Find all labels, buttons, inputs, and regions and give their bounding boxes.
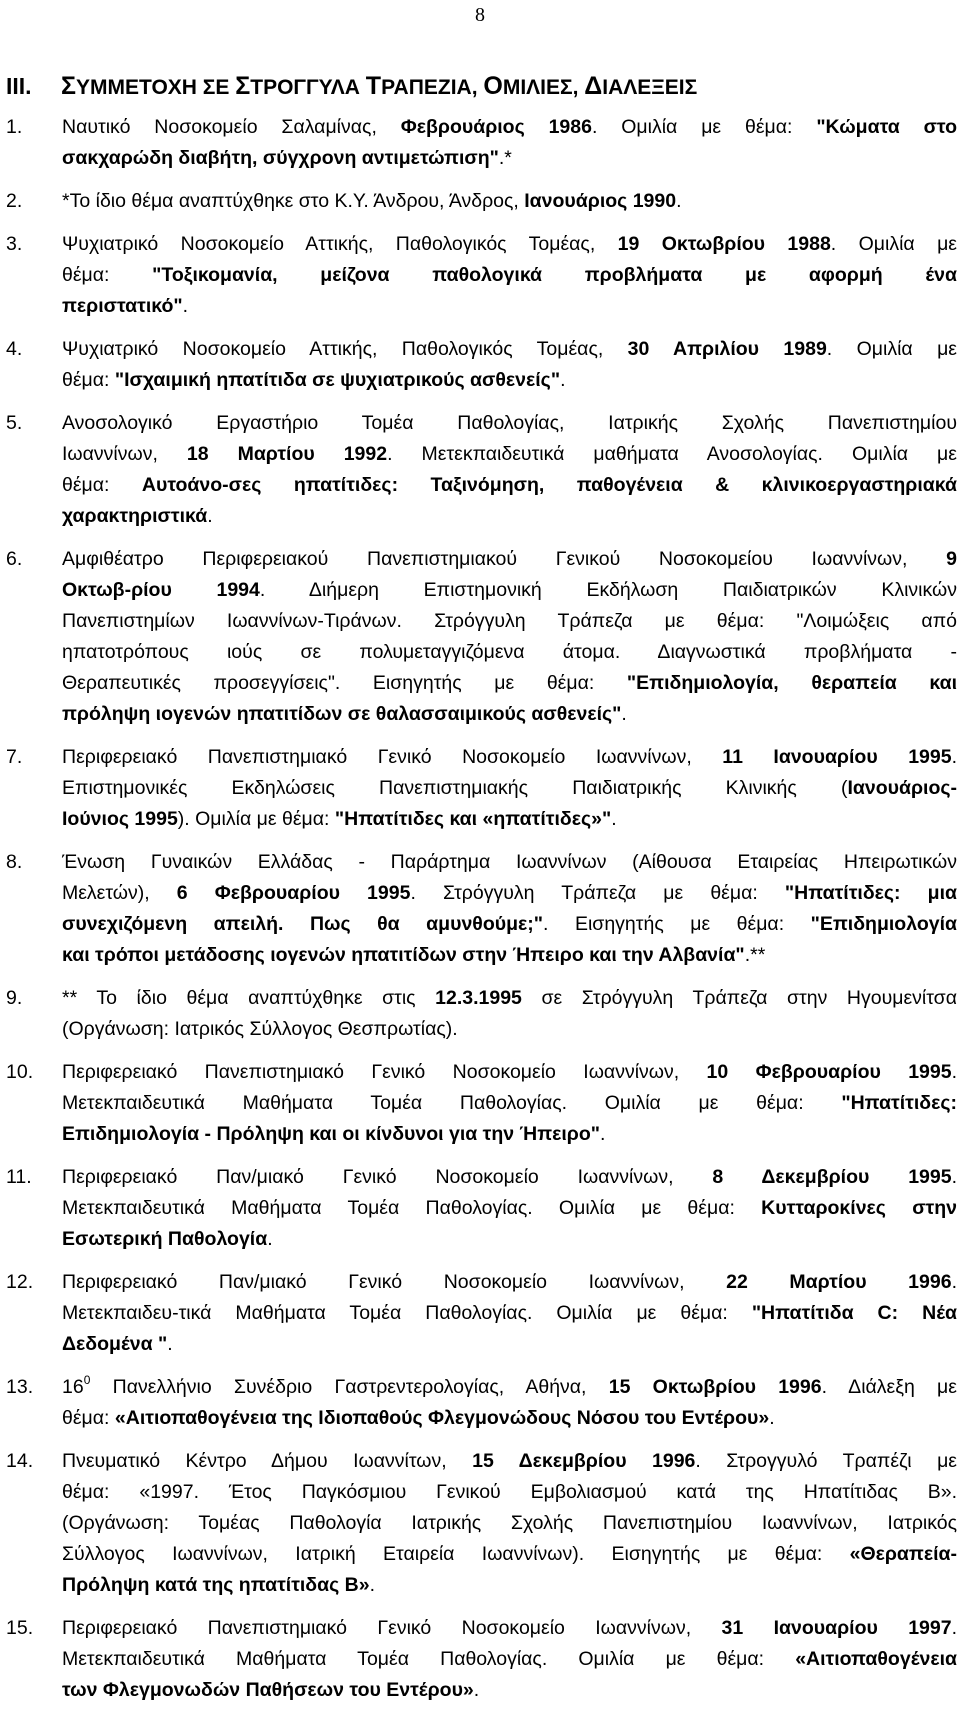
text-segment: Ψυχιατρικό Νοσοκομείο Αττικής, Παθολογικός Τομέας,: [62, 233, 618, 255]
item-text-line: [62, 637, 957, 668]
text-segment: ). Ομιλία με θέμα:: [177, 808, 335, 830]
text-segment: . Στρογγυλό Τραπέζι με: [695, 1450, 957, 1472]
item-number: 7.: [6, 746, 23, 768]
text-segment: . Ομιλία με: [826, 338, 958, 360]
text-segment: .: [182, 295, 189, 317]
text-segment: .: [951, 1166, 958, 1188]
item-text-line: [62, 365, 957, 396]
item-text-line: [62, 1644, 957, 1675]
item-text-line: [62, 470, 957, 501]
bold-text: Εσωτερική Παθολογία: [62, 1228, 268, 1250]
item-text-line: [62, 1088, 957, 1119]
item-text-line: [62, 1267, 957, 1298]
text-segment: (Οργάνωση: Τομέας Παθολογία Ιατρικής Σχολής Πανεπιστημίου Ιωαννίνων, Ιατρικός: [62, 1512, 957, 1534]
bold-text: "Επιδημιολογία, θεραπεία και: [626, 672, 958, 694]
item-text-line: [62, 1570, 957, 1601]
list-item: [0, 1613, 960, 1706]
bold-text: «Θεραπεία-: [849, 1543, 957, 1565]
text-segment: Πανελλήνιο Συνέδριο Γαστρεντερολογίας, Αθήνα,: [90, 1376, 609, 1398]
list-item: [0, 742, 960, 835]
text-segment: .*: [498, 147, 512, 169]
item-text-line: [62, 1508, 957, 1539]
bold-text: Ιανουάριος-: [847, 777, 957, 799]
bold-text: Ιούνιος 1995: [62, 808, 178, 830]
bold-text: 18 Μαρτίου 1992: [186, 443, 388, 465]
bold-text: "Ηπατίτιδες: μια: [784, 882, 957, 904]
item-text-line: [62, 408, 957, 439]
item-text-line: [62, 773, 957, 804]
text-segment: . Διήμερη Επιστημονική Εκδήλωση Παιδιατρικών Κλινικών: [259, 579, 957, 601]
item-text-line: [62, 334, 957, 365]
text-segment: Ναυτικό Νοσοκομείο Σαλαμίνας,: [62, 116, 401, 138]
bold-text: χαρακτηριστικά: [62, 505, 208, 527]
item-text-line: [62, 1057, 957, 1088]
item-text-line: [62, 1477, 957, 1508]
text-segment: .: [611, 808, 617, 830]
item-text-line: [62, 544, 957, 575]
item-text-line: [62, 847, 957, 878]
text-segment: .: [951, 1061, 957, 1083]
item-text-line: [62, 229, 957, 260]
item-number: 12.: [6, 1271, 34, 1293]
text-segment: 16: [62, 1376, 84, 1398]
list-item: [0, 847, 960, 971]
item-text-line: [62, 742, 957, 773]
item-text-line: [62, 260, 957, 291]
item-text-line: [62, 878, 957, 909]
text-segment: θέμα: «1997. Έτος Παγκόσμιου Γενικού Εμβολιασμού κατά της Ηπατίτιδας Β».: [62, 1481, 957, 1503]
bold-text: 15 Οκτωβρίου 1996: [608, 1376, 822, 1398]
list-item: [0, 544, 960, 730]
text-segment: .: [207, 505, 213, 527]
bold-text: 11 Ιανουαρίου 1995: [722, 746, 952, 768]
heading-text-part: ΤΡΟΓΓΥΛΑ: [250, 76, 366, 99]
text-segment: Ένωση Γυναικών Ελλάδας - Παράρτημα Ιωαννίνων (Αίθουσα Εταιρείας Ηπειρωτικών: [62, 851, 957, 873]
text-segment: .: [676, 190, 682, 212]
text-segment: Θεραπευτικές προσεγγίσεις". Εισηγητής με θέμα:: [62, 672, 627, 694]
bold-text: Πρόληψη κατά της ηπατίτιδας Β»: [62, 1574, 370, 1596]
text-segment: ** Το ίδιο θέμα αναπτύχθηκε στις: [62, 987, 436, 1009]
item-text-line: [62, 186, 957, 217]
item-text-line: [62, 909, 957, 940]
list-item: [0, 408, 960, 532]
text-segment: .: [267, 1228, 273, 1250]
text-segment: Μελετών),: [62, 882, 177, 904]
item-text-line: [62, 1372, 957, 1403]
text-segment: Ανοσολογικό Εργαστήριο Τομέα Παθολογίας, Ιατρικής Σχολής Πανεπιστημίου: [62, 412, 957, 434]
text-segment: .: [769, 1407, 775, 1429]
list-item: [0, 1057, 960, 1150]
bold-text: συνεχιζόμενη απειλή. Πως θα αμυνθούμε;": [62, 913, 544, 935]
bold-text: 30 Απριλίου 1989: [627, 338, 827, 360]
item-text-line: [62, 804, 957, 835]
item-number: 13.: [6, 1376, 34, 1398]
item-text-line: [62, 112, 957, 143]
list-item: [0, 1267, 960, 1360]
bold-text: Αυτοάνο-σες ηπατίτιδες: Ταξινόμηση, παθογένεια & κλινικοεργαστηριακά: [141, 474, 957, 496]
item-text-line: [62, 501, 957, 532]
item-number: 14.: [6, 1450, 34, 1472]
heading-text-part: Τ: [365, 72, 382, 100]
item-text-line: [62, 699, 957, 730]
item-number: 10.: [6, 1061, 34, 1083]
heading-text-part: Σ: [235, 72, 251, 100]
heading-text-part: ΙΑΛΕΞΕΙΣ: [602, 76, 698, 99]
heading-text-part: ΥΜΜΕΤΟΧΗ ΣΕ: [76, 76, 236, 99]
text-segment: . Μετεκπαιδευτικά μαθήματα Ανοσολογίας. Ομιλία με: [387, 443, 957, 465]
text-segment: .: [600, 1123, 606, 1145]
text-segment: .: [621, 703, 627, 725]
bold-text: των Φλεγμονωδών Παθήσεων του Εντέρου»: [62, 1679, 474, 1701]
item-text-line: [62, 668, 957, 699]
heading-text-part: Ο: [483, 72, 503, 100]
item-text-line: [62, 1403, 957, 1434]
text-segment: Επιστημονικές Εκδηλώσεις Πανεπιστημιακής Παιδιατρικής Κλινικής (: [62, 777, 848, 799]
text-segment: .: [951, 746, 957, 768]
text-segment: . Ομιλία με: [830, 233, 957, 255]
item-text-line: [62, 1298, 957, 1329]
item-number: 2.: [6, 190, 23, 212]
text-segment: .: [167, 1333, 173, 1355]
bold-text: Δεδομένα ": [62, 1333, 168, 1355]
bold-text: "Ηπατίτιδες:: [841, 1092, 957, 1114]
item-number: 8.: [6, 851, 23, 873]
bold-text: 31 Ιανουαρίου 1997: [721, 1617, 952, 1639]
bold-text: "Τοξικομανία, μείζονα παθολογικά προβλήματα με αφορμή ένα: [152, 264, 957, 286]
text-segment: Περιφερειακό Πανεπιστημιακό Γενικό Νοσοκομείο Ιωαννίνων,: [62, 746, 723, 768]
bold-text: "Ηπατίτιδες και «ηπατίτιδες»": [334, 808, 612, 830]
item-text-line: [62, 606, 957, 637]
item-text-line: [62, 291, 957, 322]
bold-text: 9: [946, 548, 957, 570]
text-segment: θέμα:: [62, 1407, 115, 1429]
bold-text: 15 Δεκεμβρίου 1996: [472, 1450, 696, 1472]
bold-text: 6 Φεβρουαρίου 1995: [176, 882, 411, 904]
item-text-line: [62, 983, 957, 1014]
list-item: [0, 983, 960, 1045]
talks-list: [0, 112, 960, 1718]
section-heading: [6, 72, 697, 101]
list-item: [0, 229, 960, 322]
bold-text: και τρόποι μετάδοσης ιογενών ηπατιτίδων στην Ήπειρο και την Αλβανία": [62, 944, 745, 966]
bold-text: "Ηπατίτιδα C: Νέα: [751, 1302, 957, 1324]
text-segment: Περιφερειακό Πανεπιστημιακό Γενικό Νοσοκομείο Ιωαννίνων,: [62, 1617, 722, 1639]
item-number: 1.: [6, 116, 23, 138]
bold-text: 22 Μαρτίου 1996: [726, 1271, 952, 1293]
item-text-line: [62, 940, 957, 971]
text-segment: Περιφερειακό Παν/μιακό Γενικό Νοσοκομείο Ιωαννίνων,: [62, 1166, 713, 1188]
text-segment: .: [951, 1617, 957, 1639]
list-item: [0, 112, 960, 174]
text-segment: .: [369, 1574, 376, 1596]
text-segment: Μετεκπαιδευτικά Μαθήματα Τομέα Παθολογίας. Ομιλία με θέμα:: [62, 1197, 762, 1219]
text-segment: Πνευματικό Κέντρο Δήμου Ιωαννίτων,: [62, 1450, 473, 1472]
item-text-line: [62, 1613, 957, 1644]
text-segment: . Διάλεξη με: [821, 1376, 957, 1398]
item-number: 5.: [6, 412, 23, 434]
bold-text: "Ισχαιμική ηπατίτιδα σε ψυχιατρικούς ασθενείς": [114, 369, 561, 391]
heading-text-part: ΡΑΠΕΖΙΑ,: [381, 76, 484, 99]
bold-text: «Αιτιοπαθογένεια της Ιδιοπαθούς Φλεγμονώδους Νόσου του Εντέρου»: [114, 1407, 770, 1429]
text-segment: . Στρόγγυλη Τράπεζα με θέμα:: [410, 882, 785, 904]
item-number: 15.: [6, 1617, 34, 1639]
text-segment: . Εισηγητής με θέμα:: [543, 913, 811, 935]
text-segment: (Οργάνωση: Ιατρικός Σύλλογος Θεσπρωτίας).: [62, 1018, 458, 1040]
bold-text: σακχαρώδη διαβήτη, σύγχρονη αντιμετώπιση": [62, 147, 499, 169]
text-segment: .: [560, 369, 566, 391]
text-segment: Σύλλογος Ιωαννίνων, Ιατρική Εταιρεία Ιωαννίνων). Εισηγητής με θέμα:: [62, 1543, 850, 1565]
bold-text: Επιδημιολογία - Πρόληψη και οι κίνδυνοι για την Ήπειρο": [62, 1123, 601, 1145]
list-item: [0, 1446, 960, 1601]
bold-text: Ιανουάριος 1990: [524, 190, 677, 212]
item-text-line: [62, 1162, 957, 1193]
item-number: 6.: [6, 548, 23, 570]
item-number: 3.: [6, 233, 23, 255]
text-segment: Πανεπιστημίων Ιωαννίνων-Τιράνων. Στρόγγυλη Τράπεζα με θέμα: "Λοιμώξεις από: [62, 610, 957, 632]
bold-text: περιστατικό": [62, 295, 183, 317]
text-segment: Ιωαννίνων,: [62, 443, 187, 465]
heading-text-part: Σ: [61, 72, 77, 100]
text-segment: Μετεκπαιδευτικά Μαθήματα Τομέα Παθολογίας. Ομιλία με θέμα:: [62, 1648, 796, 1670]
bold-text: 12.3.1995: [435, 987, 522, 1009]
text-segment: ηπατοτρόπους ιούς σε πολυμεταγγιζόμενα άτομα. Διαγνωστικά προβλήματα -: [62, 641, 957, 663]
bold-text: Οκτωβ-ρίου 1994: [62, 579, 260, 601]
text-segment: θέμα:: [62, 369, 115, 391]
item-text-line: [62, 1193, 957, 1224]
item-text-line: [62, 1539, 957, 1570]
text-segment: . Ομιλία με θέμα:: [591, 116, 817, 138]
text-segment: σε Στρόγγυλη Τράπεζα στην Ηγουμενίτσα: [521, 987, 957, 1009]
item-number: 9.: [6, 987, 23, 1009]
bold-text: Κυτταροκίνες στην: [761, 1197, 957, 1219]
bold-text: πρόληψη ιογενών ηπατιτίδων σε θαλασσαιμικούς ασθενείς": [62, 703, 622, 725]
bold-text: "Επιδημιολογία: [810, 913, 957, 935]
list-item: [0, 334, 960, 396]
text-segment: Περιφερειακό Παν/μιακό Γενικό Νοσοκομείο Ιωαννίνων,: [62, 1271, 727, 1293]
item-number: 4.: [6, 338, 23, 360]
text-segment: .: [951, 1271, 957, 1293]
text-segment: .: [473, 1679, 480, 1701]
list-item: [0, 1162, 960, 1255]
item-text-line: [62, 439, 957, 470]
item-text-line: [62, 575, 957, 606]
item-text-line: [62, 1224, 957, 1255]
text-segment: Ψυχιατρικό Νοσοκομείο Αττικής, Παθολογικός Τομέας,: [62, 338, 628, 360]
bold-text: 8 Δεκεμβρίου 1995: [712, 1166, 952, 1188]
item-text-line: [62, 1329, 957, 1360]
text-segment: 0: [83, 1373, 91, 1387]
item-text-line: [62, 143, 957, 174]
text-segment: *Το ίδιο θέμα αναπτύχθηκε στο Κ.Υ. Άνδρου, Άνδρος,: [62, 190, 525, 212]
text-segment: .**: [744, 944, 766, 966]
item-text-line: [62, 1119, 957, 1150]
bold-text: «Αιτιοπαθογένεια: [795, 1648, 957, 1670]
page-number: 8: [475, 4, 485, 26]
bold-text: Φεβρουάριος 1986: [400, 116, 592, 138]
section-title: [61, 72, 698, 100]
item-text-line: [62, 1446, 957, 1477]
heading-text-part: Δ: [584, 72, 603, 100]
bold-text: "Κώματα στο: [816, 116, 957, 138]
text-segment: θέμα:: [62, 264, 153, 286]
bold-text: 10 Φεβρουαρίου 1995: [706, 1061, 952, 1083]
text-segment: Αμφιθέατρο Περιφερειακού Πανεπιστημιακού Γενικού Νοσοκομείου Ιωαννίνων,: [62, 548, 947, 570]
item-text-line: [62, 1675, 957, 1706]
section-roman-numeral: III.: [6, 73, 32, 99]
text-segment: Μετεκπαιδευ-τικά Μαθήματα Τομέα Παθολογίας. Ομιλία με θέμα:: [62, 1302, 752, 1324]
list-item: [0, 186, 960, 217]
list-item: [0, 1372, 960, 1434]
bold-text: 19 Οκτωβρίου 1988: [617, 233, 831, 255]
text-segment: θέμα:: [62, 474, 142, 496]
text-segment: Περιφερειακό Πανεπιστημιακό Γενικό Νοσοκομείο Ιωαννίνων,: [62, 1061, 707, 1083]
heading-text-part: ΜΙΛΙΕΣ,: [502, 76, 585, 99]
text-segment: Μετεκπαιδευτικά Μαθήματα Τομέα Παθολογίας. Ομιλία με θέμα:: [62, 1092, 842, 1114]
item-text-line: [62, 1014, 957, 1045]
item-number: 11.: [6, 1166, 32, 1188]
